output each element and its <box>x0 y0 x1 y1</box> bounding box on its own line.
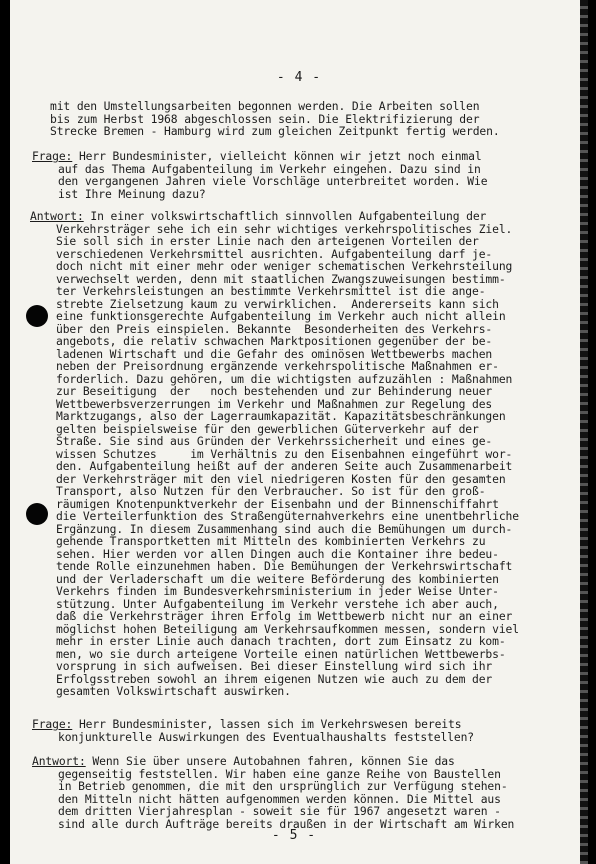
line: daß die Verkehrsträger ihren Erfolg im Wettbewerb nicht nur an einer <box>56 609 513 623</box>
line: gehende Transportketten mit Mitteln des kombinierten Verkehrs zu <box>56 534 486 548</box>
speaker-label: Frage: <box>32 149 73 163</box>
line: in Betrieb genommen, die mit den ursprünglich zur Verfügung stehen- <box>58 779 508 793</box>
line: Wettbewerbsverzerrungen im Verkehr und Maßnahmen zur Regelung des <box>56 396 493 411</box>
line: doch nicht mit einer mehr oder weniger schematischen Verkehrsteilung <box>56 259 513 273</box>
line: mit den Umstellungsarbeiten begonnen werden. Die Arbeiten sollen <box>50 99 480 113</box>
line: Straße. Sie sind aus Gründen der Verkehrssicherheit und eines ge- <box>56 434 493 448</box>
line: den Mitteln nicht hätten aufgenommen werden können. Die Mittel aus <box>58 791 501 806</box>
paragraph-question-2 <box>32 718 474 743</box>
line: Erfolgsstreben sowohl an ihrem eigenen Nutzen wie auch zu dem der <box>56 671 493 686</box>
line: Marktzugangs, also der Lagerraumkapazität. Kapazitätsbeschränkungen <box>56 409 506 423</box>
line: strebte Zielsetzung kaum zu verwirklichen. Andererseits kann sich <box>56 296 499 311</box>
line: stützung. Unter Aufgabenteilung im Verkehr verstehe ich aber auch, <box>56 596 499 611</box>
line: der Verkehrsträger mit den viel niedrigeren Kosten für den gesamten <box>56 471 506 486</box>
page-number-bottom: - 5 - <box>271 828 317 843</box>
line: men, wo sie durch arteigene Vorteile einen natürlichen Wettbewerbs- <box>56 646 506 661</box>
line: Wenn Sie über unsere Autobahnen fahren, können Sie das <box>85 754 455 768</box>
line: gelten beispielsweise für den gewerblichen Güterverkehr auf der <box>56 421 479 436</box>
page-edge-shadow <box>580 0 588 864</box>
line: ladenen Wirtschaft und die Gefahr des ominösen Wettbewerbs machen <box>56 346 493 361</box>
line: gesamten Volkswirtschaft auswirken. <box>56 684 291 698</box>
line: sehen. Hier werden vor allen Dingen auch die Kontainer ihre bedeu- <box>56 546 499 561</box>
line: über den Preis einspielen. Bekannte Besonderheiten des Verkehrs- <box>56 321 493 336</box>
line: wissen Schutzes im Verhältnis zu den Eisenbahnen eingeführt wor- <box>56 446 513 461</box>
speaker-label: Antwort: <box>30 209 84 223</box>
line: Transport, also Nutzen für den Verbraucher. So ist für den groß- <box>56 484 486 498</box>
paragraph-answer-1 <box>30 210 519 698</box>
line: sind alle durch Aufträge bereits draußen in der Wirtschaft am Wirken <box>58 816 515 831</box>
line: neben der Preisordnung ergänzende verkehrspolitische Maßnahmen er- <box>56 359 499 373</box>
line: ist Ihre Meinung dazu? <box>58 186 206 201</box>
line: gegenseitig feststellen. Wir haben eine ganze Reihe von Baustellen <box>58 766 501 781</box>
line: bis zum Herbst 1968 abgeschlossen sein. Die Elektrifizierung der <box>50 111 480 126</box>
line: vorsprung in sich aufweisen. Bei dieser Einstellung wird sich ihr <box>56 659 493 673</box>
line: verschiedenen Verkehrsmittel ausrichten. Aufgabenteilung darf je- <box>56 246 493 261</box>
line: möglichst hohen Beteiligung am Verkehrsaufkommen messen, sondern viel <box>56 621 519 636</box>
line: ter Verkehrsleistungen an bestimmte Verkehrsmittel ist die ange- <box>56 284 486 298</box>
line: den vergangenen Jahren viele Vorschläge unterbreitet worden. Wie <box>58 174 488 188</box>
line: forderlich. Dazu gehören, um die wichtigsten aufzuzählen : Maßnahmen <box>56 371 513 386</box>
line: mehr in erster Linie auch danach trachten, dort zum Einsatz zu kom- <box>56 634 506 648</box>
line: zur Beseitigung der noch bestehenden und zur Behinderung neuer <box>56 384 493 398</box>
line: die Verteilerfunktion des Straßengüternahverkehrs eine unentbehrliche <box>56 509 519 523</box>
line: und der Verladerschaft um die weitere Beförderung des kombinierten <box>56 571 499 586</box>
line: Verkehrsträger sehe ich ein sehr wichtiges verkehrspolitisches Ziel. <box>56 221 513 236</box>
paragraph-question-1 <box>32 150 487 200</box>
line: eine funktionsgerechte Aufgabenteilung im Verkehr auch nicht allein <box>56 309 506 323</box>
speaker-label: Frage: <box>32 717 73 731</box>
page-number-top: - 4 - <box>276 70 322 85</box>
line: Verkehrs finden im Bundesverkehrsministerium in jeder Weise Unter- <box>56 584 499 598</box>
line: tende Rolle einzunehmen haben. Die Bemühungen der Verkehrswirtschaft <box>56 559 513 573</box>
line: verwechselt werden, denn mit staatlichen Zwangszuweisungen bestimm- <box>56 271 506 286</box>
speaker-label: Antwort: <box>32 754 86 768</box>
line: auf das Thema Aufgabenteilung im Verkehr eingehen. Dazu sind in <box>58 161 481 176</box>
line: In einer volkswirtschaftlich sinnvollen Aufgabenteilung der <box>83 209 487 223</box>
line: Sie soll sich in erster Linie nach den arteigenen Vorteilen der <box>56 234 479 248</box>
paragraph-answer-2 <box>32 755 514 830</box>
line: Strecke Bremen - Hamburg wird zum gleichen Zeitpunkt fertig werden. <box>50 124 500 138</box>
line: dem dritten Vierjahresplan - soweit sie für 1967 angesetzt waren - <box>58 804 501 818</box>
line: Ergänzung. In diesem Zusammenhang sind auch die Bemühungen um durch- <box>56 521 513 536</box>
line: Herr Bundesminister, lassen sich im Verkehrswesen bereits <box>72 717 462 731</box>
paragraph-intro <box>50 100 500 138</box>
line: konjunkturelle Auswirkungen des Eventualhaushalts feststellen? <box>58 729 474 744</box>
document-page <box>10 0 588 864</box>
line: räumigen Knotenpunktverkehr der Eisenbahn und der Binnenschiffahrt <box>56 496 499 511</box>
line: Herr Bundesminister, vielleicht können wir jetzt noch einmal <box>72 149 482 163</box>
line: den. Aufgabenteilung heißt auf der anderen Seite auch Zusammenarbeit <box>56 459 513 473</box>
line: angebots, die relativ schwachen Marktpositionen gegenüber der be- <box>56 334 493 348</box>
